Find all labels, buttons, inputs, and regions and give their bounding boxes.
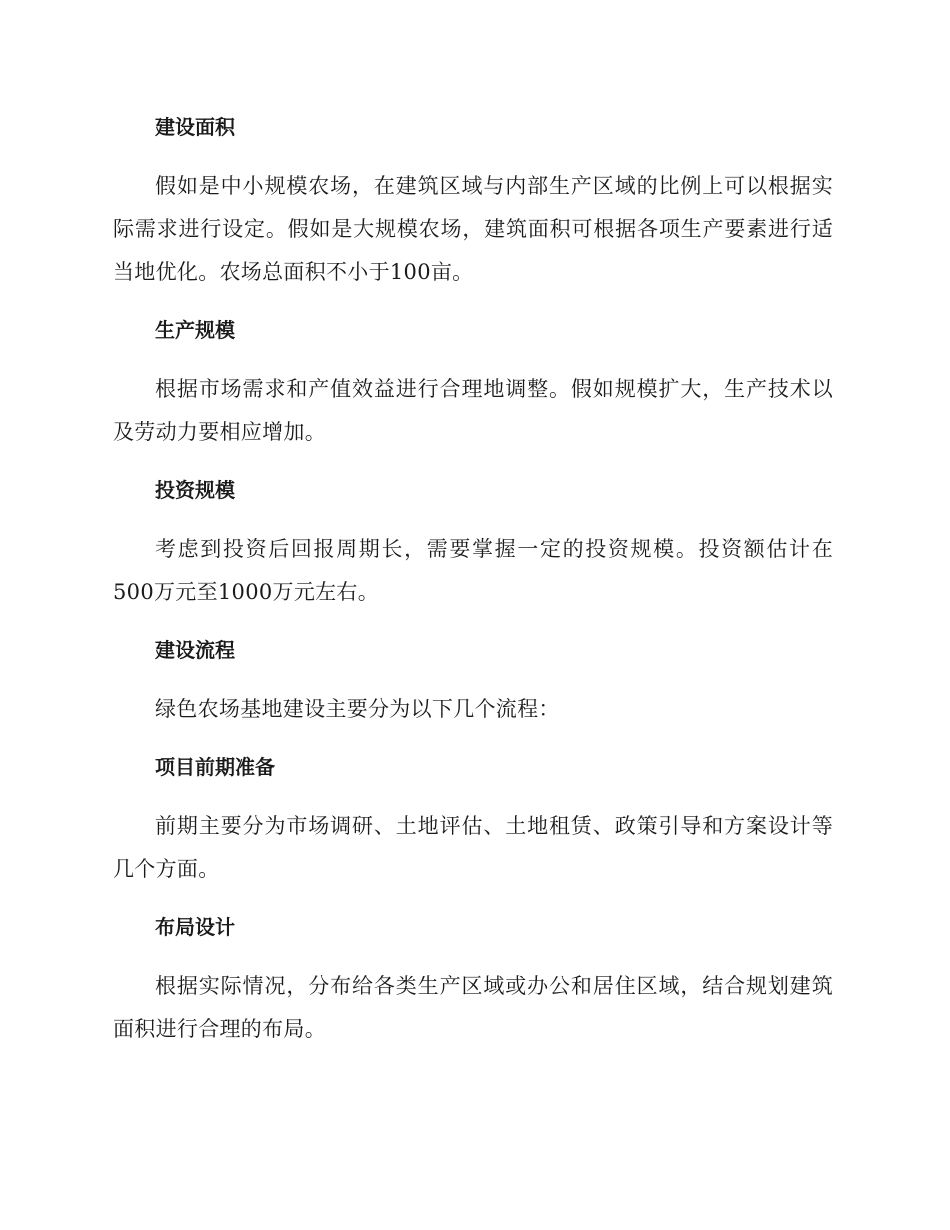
section-layout-design [113, 911, 833, 1051]
section-paragraph: 考虑到投资后回报周期长，需要掌握一定的投资规模。投资额估计在500万元至1000万元左右。 [113, 537, 833, 604]
section-heading: 项目前期准备 [155, 755, 275, 779]
section-project-preparation [113, 751, 833, 891]
section-production-scale [113, 314, 833, 454]
section-paragraph: 根据实际情况，分布给各类生产区域或办公和居住区域，结合规划建筑面积进行合理的布局。 [113, 974, 833, 1041]
section-paragraph: 前期主要分为市场调研、土地评估、土地租赁、政策引导和方案设计等几个方面。 [113, 814, 833, 881]
section-investment-scale [113, 474, 833, 614]
section-paragraph: 假如是中小规模农场，在建筑区域与内部生产区域的比例上可以根据实际需求进行设定。假如是大规模农场，建筑面积可根据各项生产要素进行适当地优化。农场总面积不小于100亩。 [113, 174, 833, 284]
document-page [113, 111, 833, 1071]
section-paragraph: 根据市场需求和产值效益进行合理地调整。假如规模扩大，生产技术以及劳动力要相应增加。 [113, 377, 833, 444]
section-area [113, 111, 833, 294]
section-heading: 布局设计 [155, 915, 235, 939]
section-paragraph: 绿色农场基地建设主要分为以下几个流程： [155, 697, 560, 721]
section-heading: 建设流程 [155, 638, 235, 662]
section-heading: 建设面积 [155, 115, 235, 139]
section-heading: 生产规模 [155, 318, 235, 342]
section-heading: 投资规模 [155, 478, 235, 502]
section-construction-process [113, 634, 833, 731]
